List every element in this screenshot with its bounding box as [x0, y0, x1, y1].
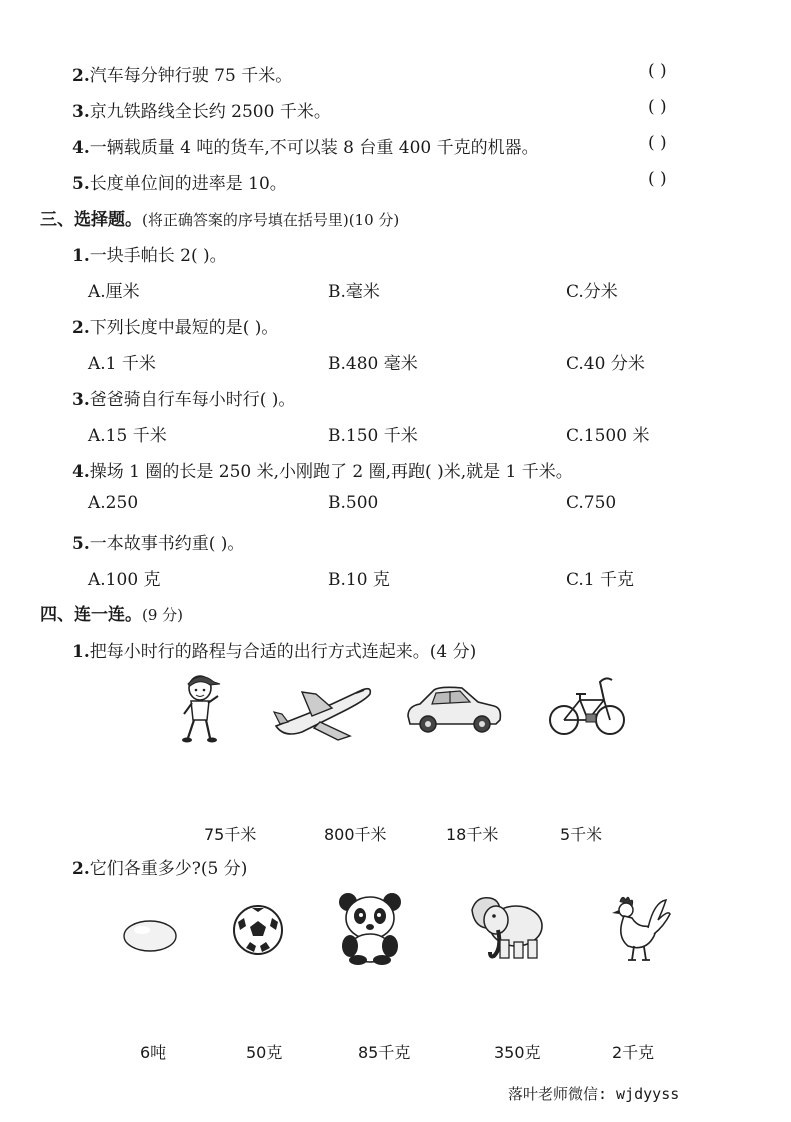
weight-label: 2千克 [612, 1043, 655, 1062]
car-picture [404, 680, 504, 736]
option-a[interactable]: A.厘米 [88, 282, 140, 302]
option-b[interactable]: B.500 [328, 493, 379, 513]
option-a[interactable]: A.250 [88, 493, 139, 513]
option-c[interactable]: C.750 [566, 493, 617, 513]
option-a[interactable]: A.100 克 [88, 570, 161, 590]
option-c[interactable]: C.1500 米 [566, 426, 650, 446]
soccer-ball-picture [232, 904, 284, 956]
distance-label: 5千米 [560, 825, 603, 844]
footer-contact: 落叶老师微信: wjdyyss [508, 1085, 680, 1103]
choice-question-1: 1.一块手帕长 2( )。 [72, 246, 227, 266]
distance-label: 75千米 [204, 825, 257, 844]
choice-question-5: 5.一本故事书约重( )。 [72, 534, 245, 554]
option-c[interactable]: C.1 千克 [566, 570, 635, 590]
egg-picture [122, 918, 178, 954]
option-b[interactable]: B.150 千米 [328, 426, 418, 446]
judge-item-2: 2.汽车每分钟行驶 75 千米。 [72, 66, 293, 86]
judge-item-5: 5.长度单位间的进率是 10。 [72, 174, 287, 194]
answer-paren[interactable]: ( ) [648, 169, 667, 189]
weight-label: 50克 [246, 1043, 283, 1062]
answer-paren[interactable]: ( ) [648, 61, 667, 81]
section-heading-choice: 三、选择题。(将正确答案的序号填在括号里)(10 分) [40, 210, 400, 230]
distance-label: 800千米 [324, 825, 387, 844]
judge-item-4: 4.一辆载质量 4 吨的货车,不可以装 8 台重 400 千克的机器。 [72, 138, 539, 158]
option-c[interactable]: C.分米 [566, 282, 618, 302]
weight-label: 6吨 [140, 1043, 167, 1062]
answer-paren[interactable]: ( ) [648, 97, 667, 117]
distance-label: 18千米 [446, 825, 499, 844]
bicycle-picture [548, 672, 628, 738]
section-heading-connect: 四、连一连。(9 分) [40, 605, 184, 625]
connect-question-1: 1.把每小时行的路程与合适的出行方式连起来。(4 分) [72, 642, 477, 662]
choice-question-2: 2.下列长度中最短的是( )。 [72, 318, 279, 338]
judge-item-3: 3.京九铁路线全长约 2500 千米。 [72, 102, 331, 122]
weight-label: 350克 [494, 1043, 541, 1062]
connect-question-2: 2.它们各重多少?(5 分) [72, 859, 248, 879]
weight-label: 85千克 [358, 1043, 411, 1062]
panda-picture [334, 890, 408, 964]
option-a[interactable]: A.1 千米 [88, 354, 156, 374]
choice-question-3: 3.爸爸骑自行车每小时行( )。 [72, 390, 296, 410]
option-c[interactable]: C.40 分米 [566, 354, 645, 374]
option-b[interactable]: B.480 毫米 [328, 354, 418, 374]
answer-paren[interactable]: ( ) [648, 133, 667, 153]
option-b[interactable]: B.毫米 [328, 282, 380, 302]
elephant-picture [468, 892, 544, 964]
rooster-picture [602, 892, 672, 964]
boy-walking-picture [170, 670, 230, 745]
option-b[interactable]: B.10 克 [328, 570, 390, 590]
airplane-picture [272, 678, 376, 742]
choice-question-4: 4.操场 1 圈的长是 250 米,小刚跑了 2 圈,再跑( )米,就是 1 千米。 [72, 462, 573, 482]
option-a[interactable]: A.15 千米 [88, 426, 167, 446]
